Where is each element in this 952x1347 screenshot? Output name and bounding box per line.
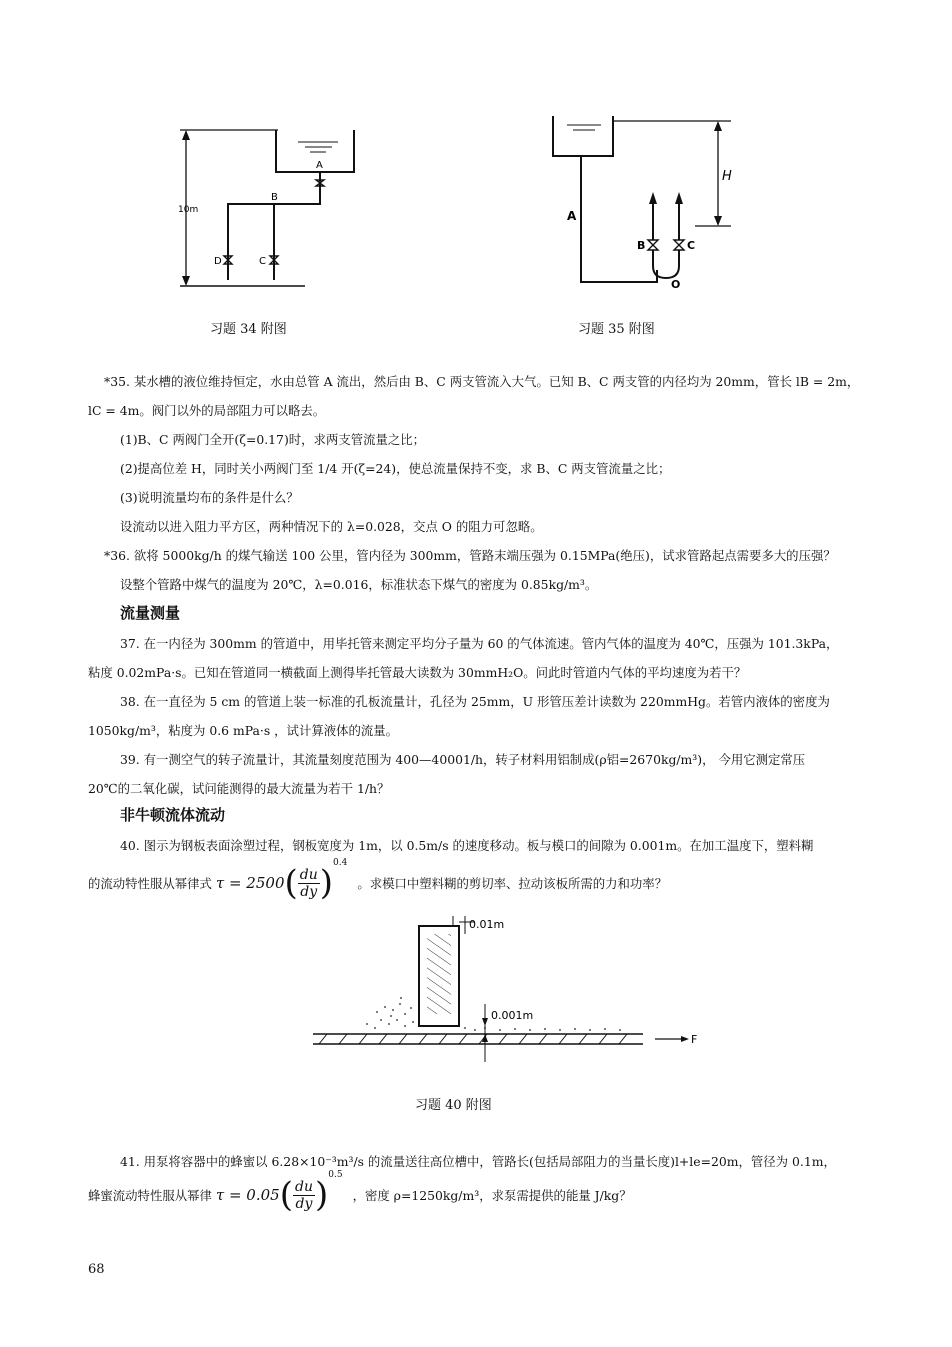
p35-line2: lC = 4m。阀门以外的局部阻力可以略去。 xyxy=(88,403,326,418)
section-non-newtonian: 非牛顿流体流动 xyxy=(120,806,226,824)
fig34-label-b: B xyxy=(271,192,278,203)
p41-tau: τ = 0.05 xyxy=(215,1186,280,1204)
figure-34 xyxy=(170,120,370,295)
p35-item2: (2)提高位差 H，同时关小两阀门至 1/4 开(ζ=24)，使总流量保持不变，求 B、C 两支管流量之比； xyxy=(120,461,671,476)
p40-formula-line: 的流动特性服从幂律式 τ = 2500 ( du dy ) 0.4 。求模口中塑料糊的剪切率、拉动该板所需的力和功率？ xyxy=(88,858,668,903)
p41-exp: 0.5 xyxy=(328,1170,343,1180)
p41-formula-line: 蜂蜜流动特性服从幂律 τ = 0.05 ( du dy ) 0.5 ，密度 ρ=1250kg/m³，求泵需提供的能量 J/kg？ xyxy=(88,1170,632,1215)
p35-note: 设流动以进入阻力平方区，两种情况下的 λ=0.028，交点 O 的阻力可忽略。 xyxy=(120,519,543,534)
p39-line2: 20℃的二氧化碳，试问能测得的最大流量为若干 1/h？ xyxy=(88,781,390,796)
page-number: 68 xyxy=(88,1262,105,1277)
p40-exp: 0.4 xyxy=(333,858,348,868)
fig34-label-height: 10m xyxy=(178,205,199,215)
p38-line2: 1050kg/m³，粘度为 0.6 mPa·s ，试计算液体的流量。 xyxy=(88,723,399,738)
p37-line2: 粘度 0.02mPa·s。已知在管道同一横截面上测得毕托管最大读数为 30mmH₂O。问此时管道内气体的平均速度为若干？ xyxy=(88,665,747,680)
p40-dy: dy xyxy=(300,883,318,900)
p41-line1: 41. 用泵将容器中的蜂蜜以 6.28×10⁻³m³/s 的流量送往高位槽中，管路长(包括局部阻力的当量长度)l+le=20m，管径为 0.1m， xyxy=(120,1154,836,1169)
fig35-label-h: H xyxy=(722,169,732,184)
p41-pre: 蜂蜜流动特性服从幂律 xyxy=(88,1188,212,1203)
p38-line1: 38. 在一直径为 5 cm 的管道上装一标准的孔板流量计，孔径为 25mm，U 形管压差计读数为 220mmHg。若管内液体的密度为 xyxy=(120,694,830,709)
p37-line1: 37. 在一内径为 300mm 的管道中，用毕托管来测定平均分子量为 60 的气体流速。管内气体的温度为 40℃，压强为 101.3kPa， xyxy=(120,636,839,651)
fig35-label-c: C xyxy=(687,239,696,252)
figure-40-caption: 习题 40 附图 xyxy=(415,1098,492,1113)
p40-du: du xyxy=(299,866,318,883)
fig35-label-o: O xyxy=(671,278,681,291)
fig34-label-c: C xyxy=(259,256,266,267)
fig35-label-b: B xyxy=(637,239,646,252)
fig34-label-a: A xyxy=(316,160,323,171)
p35-line1: *35. 某水槽的液位维持恒定，水由总管 A 流出，然后由 B、C 两支管流入大气。已知 B、C 两支管的内径均为 20mm，管长 lB = 2m， xyxy=(104,374,860,389)
p40-tau: τ = 2500 xyxy=(215,874,285,892)
figure-34-caption: 习题 34 附图 xyxy=(210,322,287,337)
p40-pre: 的流动特性服从幂律式 xyxy=(88,876,212,891)
p40-line1: 40. 图示为钢板表面涂塑过程，钢板宽度为 1m，以 0.5m/s 的速度移动。板与模口的间隙为 0.001m。在加工温度下，塑料糊 xyxy=(120,838,814,853)
fig40-label-f: F xyxy=(691,1033,698,1046)
p35-item3: (3)说明流量均布的条件是什么？ xyxy=(120,490,299,505)
p35-item1: (1)B、C 两阀门全开(ζ=0.17)时，求两支管流量之比； xyxy=(120,432,426,447)
fig35-label-a: A xyxy=(567,209,577,223)
p36-line2: 设整个管路中煤气的温度为 20℃，λ=0.016，标准状态下煤气的密度为 0.85kg/m³。 xyxy=(120,577,598,592)
section-flow-measurement: 流量测量 xyxy=(120,604,181,622)
p40-post: 。求模口中塑料糊的剪切率、拉动该板所需的力和功率？ xyxy=(357,876,668,891)
p39-line1: 39. 有一测空气的转子流量计，其流量刻度范围为 400—40001/h，转子材料用铝制成(ρ铝=2670kg/m³)， 今用它测定常压 xyxy=(120,752,806,767)
p41-post: ，密度 ρ=1250kg/m³，求泵需提供的能量 J/kg？ xyxy=(352,1188,632,1203)
figure-35-caption: 习题 35 附图 xyxy=(578,322,655,337)
fig40-label-gap: 0.001m xyxy=(491,1009,534,1022)
fig34-label-d: D xyxy=(214,256,222,267)
figure-35 xyxy=(545,108,745,293)
figure-40 xyxy=(305,912,705,1082)
p36-line1: *36. 欲将 5000kg/h 的煤气输送 100 公里，管内径为 300mm，管路末端压强为 0.15MPa(绝压)，试求管路起点需要多大的压强？ xyxy=(104,548,836,563)
p41-du: du xyxy=(294,1178,313,1195)
fig40-label-width: 0.01m xyxy=(469,918,505,931)
p41-dy: dy xyxy=(295,1195,313,1212)
